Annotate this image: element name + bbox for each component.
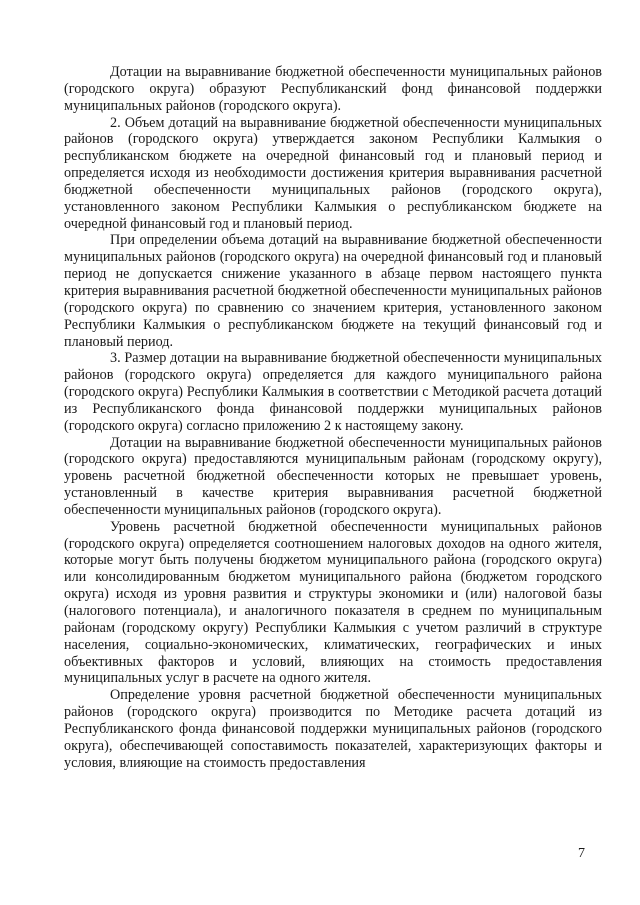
paragraph: Уровень расчетной бюджетной обеспеченности муниципальных районов (городского округа) определяется соотношением налоговых доходов на одного жителя, которые могут быть получены бюджетом муниципального района (городского округа) или консолидированным бюджетом муниципального района (бюджетом городского округа) исходя из уровня развития и структуры экономики и (или) налоговой базы (налогового потенциала), и аналогичного показателя в среднем по муниципальным районам (городскому округу) Республики Калмыкия с учетом различий в структуре населения, социально-экономических, климатических, географических и иных объективных факторов и условий, влияющих на стоимость предоставления муниципальных услуг в расчете на одного жителя. bbox=[64, 518, 602, 687]
paragraph: Дотации на выравнивание бюджетной обеспеченности муниципальных районов (городского округа) предоставляются муниципальным районам (городскому округу), уровень расчетной бюджетной обеспеченности которых не превышает уровень, установленный в качестве критерия выравнивания расчетной бюджетной обеспеченности муниципальных районов (городского округа). bbox=[64, 434, 602, 518]
paragraph: При определении объема дотаций на выравнивание бюджетной обеспеченности муниципальных районов (городского округа) на очередной финансовый год и плановый период не допускается снижение указанного в абзаце первом настоящего пункта критерия выравнивания расчетной бюджетной обеспеченности муниципальных районов (городского округа) по сравнению со значением критерия, установленного законом Республики Калмыкия о республиканском бюджете на текущий финансовый год и плановый период. bbox=[64, 232, 602, 350]
paragraph: Дотации на выравнивание бюджетной обеспеченности муниципальных районов (городского округа) образуют Республиканский фонд финансовой поддержки муниципальных районов (городского округа). bbox=[64, 64, 602, 114]
paragraph: 2. Объем дотаций на выравнивание бюджетной обеспеченности муниципальных районов (городского округа) утверждается законом Республики Калмыкия о республиканском бюджете на очередной финансовый год и плановый период и определяется исходя из необходимости достижения критерия выравнивания расчетной бюджетной обеспеченности муниципальных районов (городского округа), установленного законом Республики Калмыкия о республиканском бюджете на очередной финансовый год и плановый период. bbox=[64, 114, 602, 232]
body-text bbox=[64, 64, 602, 771]
page-number: 7 bbox=[578, 846, 585, 861]
paragraph: 3. Размер дотации на выравнивание бюджетной обеспеченности муниципальных районов (городского округа) определяется для каждого муниципального района (городского округа) Республики Калмыкия в соответствии с Методикой расчета дотаций из Республиканского фонда финансовой поддержки муниципальных районов (городского округа) согласно приложению 2 к настоящему закону. bbox=[64, 350, 602, 434]
paragraph: Определение уровня расчетной бюджетной обеспеченности муниципальных районов (городского округа) производится по Методике расчета дотаций из Республиканского фонда финансовой поддержки муниципальных районов (городского округа), обеспечивающей сопоставимость показателей, характеризующих факторы и условия, влияющие на стоимость предоставления bbox=[64, 687, 602, 771]
